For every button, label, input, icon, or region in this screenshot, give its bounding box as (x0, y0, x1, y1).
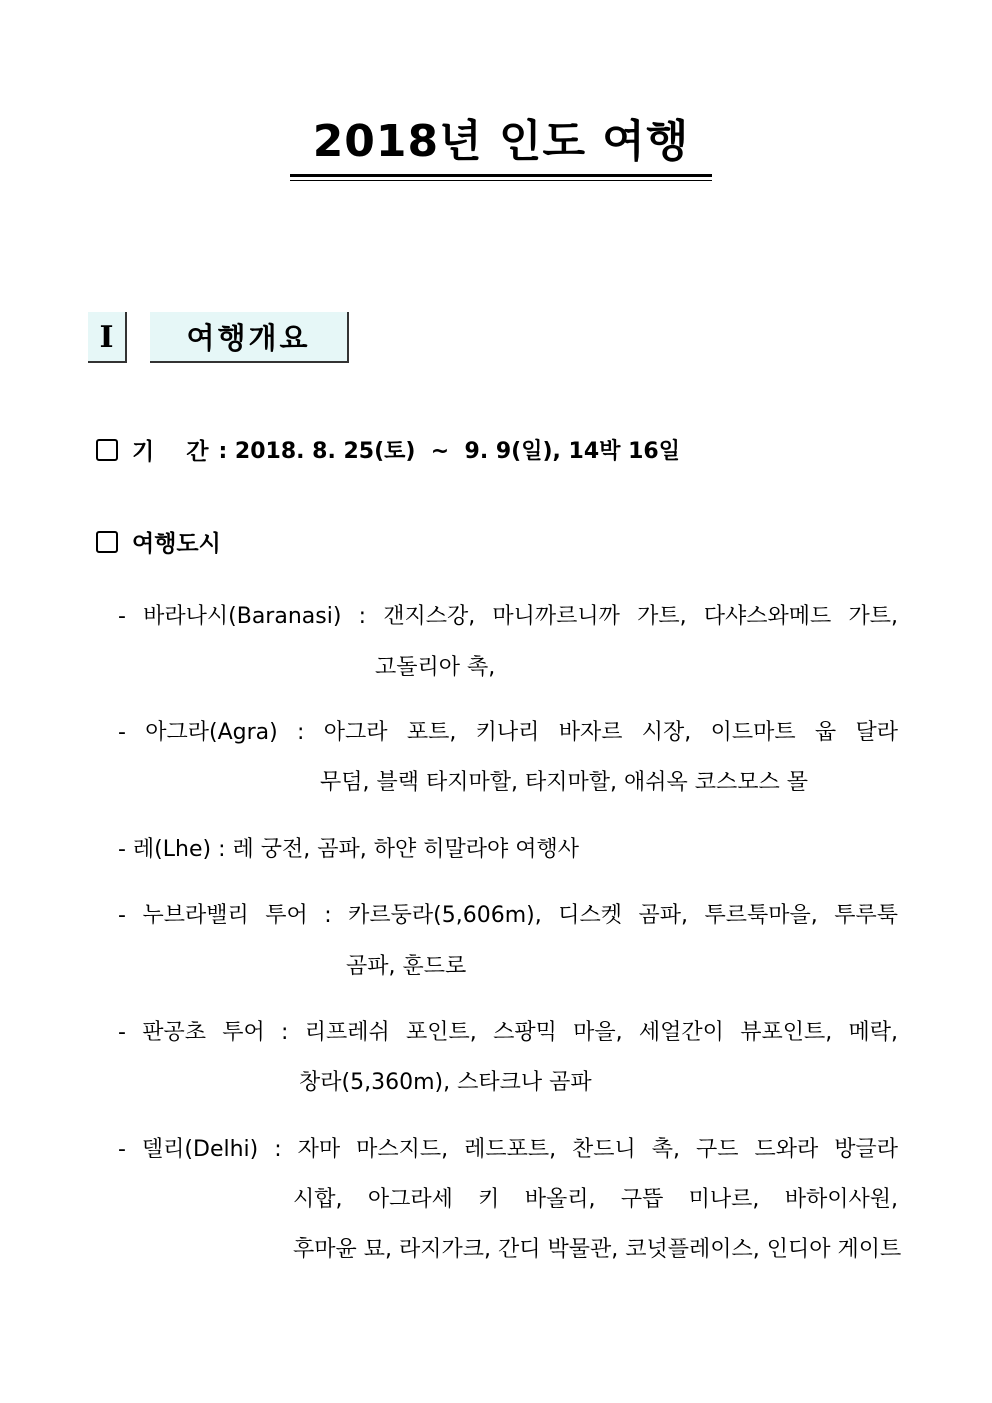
city-item-pangong (118, 1019, 898, 1047)
title-underline-thin (290, 180, 712, 181)
city-line-cont: 고돌리아 촉, (375, 655, 496, 680)
city-line: - 델리(Delhi) : 자마 마스지드, 레드포트, 찬드니 촉, 구드 드와라 방글라 (118, 1137, 898, 1162)
city-line-cont: 후마윤 묘, 라지가크, 간디 박물관, 코넛플레이스, 인디아 게이트 (293, 1237, 902, 1262)
city-item-delhi (118, 1136, 898, 1164)
title-underline (290, 174, 712, 177)
document-title: 2018년 인도 여행 (312, 116, 690, 167)
city-line-cont: 곰파, 훈드로 (346, 954, 467, 979)
city-item-baranasi (118, 603, 898, 631)
city-item-lhe: - 레(Lhe) : 레 궁전, 곰파, 하얀 히말라야 여행사 (118, 837, 579, 862)
city-line: - 누브라밸리 투어 : 카르둥라(5,606m), 디스켓 곰파, 투르툭마을, 투루툭 (118, 903, 898, 928)
period-value: : 2018. 8. 25(토) ~ 9. 9(일), 14박 16일 (218, 439, 680, 464)
document-title-block (290, 112, 712, 181)
cities-label: 여행도시 (132, 531, 221, 557)
checkbox-icon (96, 439, 118, 461)
city-line-cont: 시합, 아그라세 키 바올리, 구뜹 미나르, 바하이사원, (293, 1187, 898, 1212)
city-line: - 바라나시(Baranasi) : 갠지스강, 마니까르니까 가트, 다샤스와메드 가트, (118, 604, 898, 629)
city-line-cont-wrap (293, 1236, 902, 1264)
period-row (96, 433, 680, 466)
city-item-agra (118, 719, 898, 747)
section-title: 여행개요 (150, 312, 349, 363)
city-line: - 판공초 투어 : 리프레쉬 포인트, 스팡믹 마을, 세얼간이 뷰포인트, 메락, (118, 1020, 898, 1045)
cities-row (96, 525, 221, 558)
city-line-cont: 무덤, 블랙 타지마할, 타지마할, 애쉬옥 코스모스 몰 (320, 770, 808, 795)
city-line: - 아그라(Agra) : 아그라 포트, 키나리 바자르 시장, 이드마트 웁 달라 (118, 720, 898, 745)
city-line-cont-wrap (293, 1186, 898, 1214)
checkbox-icon (96, 531, 118, 553)
city-item-nubra (118, 902, 898, 930)
section-number: I (88, 312, 127, 363)
city-line-cont: 창라(5,360m), 스타크나 곰파 (299, 1070, 592, 1095)
period-label: 기 간 (132, 439, 209, 465)
